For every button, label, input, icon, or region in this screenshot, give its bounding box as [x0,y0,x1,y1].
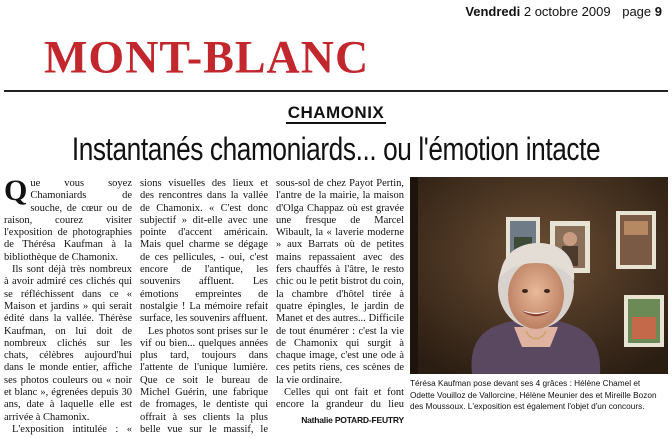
article-paragraph: L'exposition intitulée : « [12,423,132,435]
article-column-1 [4,178,132,436]
article-column-2 [140,178,268,436]
section-title: MONT-BLANC [44,30,370,83]
framed-photo-3 [616,211,656,269]
headline: Instantanés chamoniards... ou l'émotion intacte [71,131,601,167]
kicker-text: CHAMONIX [287,103,385,122]
photo-caption: Térésa Kaufman pose devant ses 4 grâces : Hélène Chamel et Odette Vouilloz de Vallorcine, Hélène Meunier des et Mireille Bozon des Moussoux. L'exposition est également l'objet d'un concours. [410,378,657,411]
article-photo [410,177,668,374]
byline: Nathalie POTARD-FEUTRY [301,415,404,425]
paragraph-text: ue vous soyez Chamoniards de souche, de cœur ou de raison, courez visiter l'exposition de photographies de Thérésa Kaufman à la bibliothèque de Chamonix. [4,178,132,263]
header-day: Vendredi [465,4,521,19]
article-paragraph: Ils sont déjà très nombreux à avoir admiré ces clichés qui se réfléchissent dans ce « Maison et jardins » qui serait édité dans la vallée. Thérèse Kaufman, on lui doit de nombreux clichés sur les chats, célèbres aujourd'hui dans le monde entier, affiche ses photos couleurs ou « noir et blanc », égrenées depuis 30 ans, date à laquelle elle est arrivée à Chamonix. [4,264,132,423]
article-paragraph: sous-sol de chez Payot Pertin, l'antre de la mairie, la maison d'Olga Chappaz où est gravée une fresque de Marcel Wibault, la « laverie moderne » aux Barrats où de petites mains repassaient avec des fers chauffés à l'âtre, le resto chic ou le petit bistrot du coin, la chambre d'hôtel tirée à quatre épingles, le jardin de Manet et des autres... Difficile de tout énumérer : c'est la vie de Chamonix qui surgit à chaque image, c'est une ode à ces petits riens, ces scènes de la vie ordinaire. [276,178,404,386]
framed-photo-4 [624,295,664,347]
section-rule [4,90,668,92]
article-column-3 [276,178,404,410]
article-paragraph: sions visuelles des lieux et des rencontres dans la vallée de Chamonix. « C'est donc subjectif » dit-elle avec une pointe d'accent américain. Mais quel charme se dégage de ces pellicules, - oui, c'est encore de l'antique, les souvenirs affluent. Les émotions empreintes de nostalgie ! La mémoire refait surface, les souvenirs affluent. [140,178,268,325]
page-number: 9 [654,4,662,19]
header-date: 2 octobre 2009 [523,4,611,19]
article-paragraph: Les photos sont prises sur le vif ou bien... quelques années plus tard, toujours dans l'attente de l'unique lumière. Que ce soit le bureau de Michel Guérin, une fabrique de fromages, le dentiste qui offrait à ses clients la plus belle vue sur le massif, le [140,325,268,435]
page-label: page [622,4,652,19]
article-paragraph: Celles qui ont fait et font encore la grandeur du lieu [276,387,404,410]
kicker [0,103,672,123]
page-header [465,4,662,19]
article-paragraph [4,178,132,264]
photo-illustration [410,177,668,374]
dropcap: Q [4,178,28,207]
